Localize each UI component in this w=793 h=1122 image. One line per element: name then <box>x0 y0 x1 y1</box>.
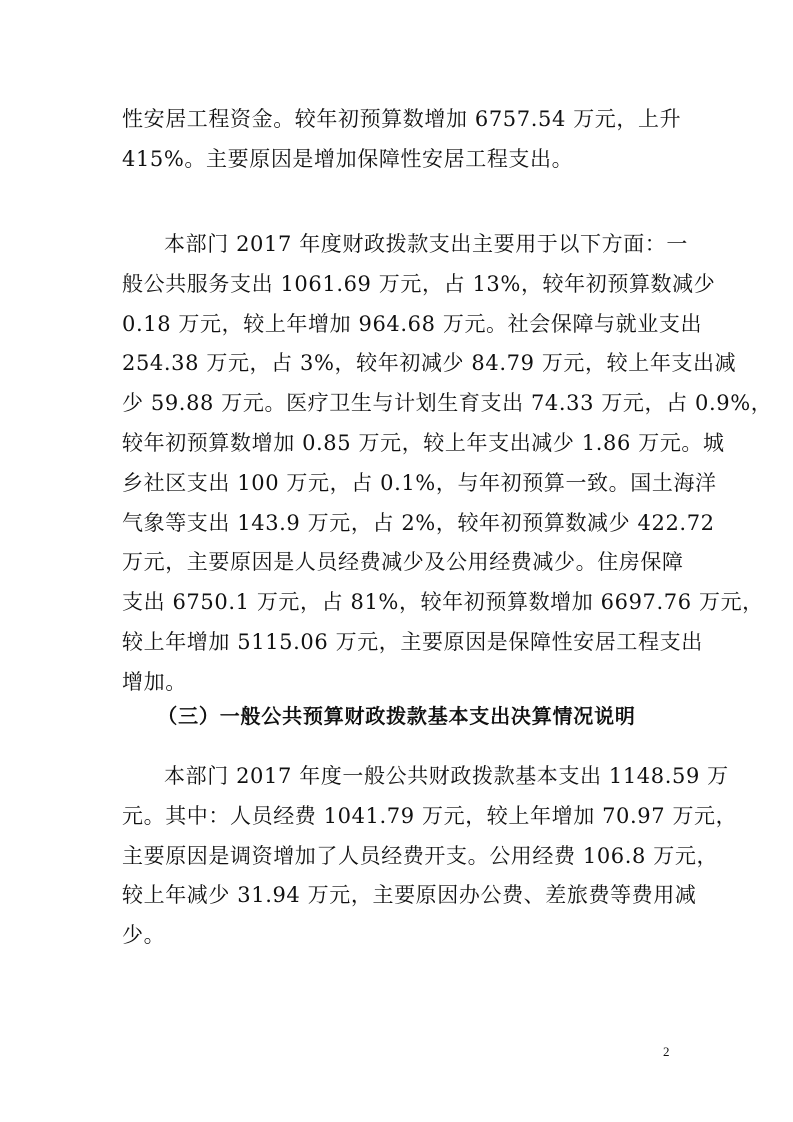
text-line: 本部门 2017 年度财政拨款支出主要用于以下方面：一 <box>164 232 688 256</box>
text-line: 元。其中：人员经费 1041.79 万元，较上年增加 70.97 万元， <box>122 803 738 828</box>
text-line: 气象等支出 143.9 万元，占 2%，较年初预算数减少 422.72 <box>122 510 715 535</box>
text-line: 主要原因是调资增加了人员经费开支。公用经费 106.8 万元， <box>122 843 719 868</box>
paragraph-continuation <box>122 100 682 180</box>
text-line: 少 59.88 万元。医疗卫生与计划生育支出 74.33 万元，占 0.9%， <box>122 391 773 416</box>
text-line: 较年初预算数增加 0.85 万元，较上年支出减少 1.86 万元。城 <box>122 430 725 455</box>
section-heading: （三）一般公共预算财政拨款基本支出决算情况说明 <box>157 704 636 728</box>
text-line: 万元，主要原因是人员经费减少及公用经费减少。住房保障 <box>122 550 684 575</box>
page-number: 2 <box>663 1044 670 1059</box>
text-line: 支出 6750.1 万元，占 81%，较年初预算数增加 6697.76 万元， <box>122 590 764 615</box>
text-line: 0.18 万元，较上年增加 964.68 万元。社会保障与就业支出 <box>122 311 703 336</box>
paragraph-expenditure-breakdown <box>122 225 773 703</box>
text-line: 般公共服务支出 1061.69 万元，占 13%，较年初预算数减少 <box>122 271 716 296</box>
paragraph-basic-expenditure <box>122 757 738 956</box>
text-line: 254.38 万元，占 3%，较年初减少 84.79 万元，较上年支出减 <box>122 351 737 376</box>
text-line: 增加。 <box>122 669 187 694</box>
text-line: 较上年减少 31.94 万元，主要原因办公费、差旅费等费用减 <box>122 883 697 908</box>
text-line: 性安居工程资金。较年初预算数增加 6757.54 万元，上升 <box>122 107 682 131</box>
text-line: 较上年增加 5115.06 万元，主要原因是保障性安居工程支出 <box>122 629 703 654</box>
text-line: 乡社区支出 100 万元，占 0.1%，与年初预算一致。国土海洋 <box>122 470 717 495</box>
text-line: 少。 <box>122 923 166 948</box>
text-line: 本部门 2017 年度一般公共财政拨款基本支出 1148.59 万 <box>164 764 729 788</box>
text-line: 415%。主要原因是增加保障性安居工程支出。 <box>122 146 574 171</box>
